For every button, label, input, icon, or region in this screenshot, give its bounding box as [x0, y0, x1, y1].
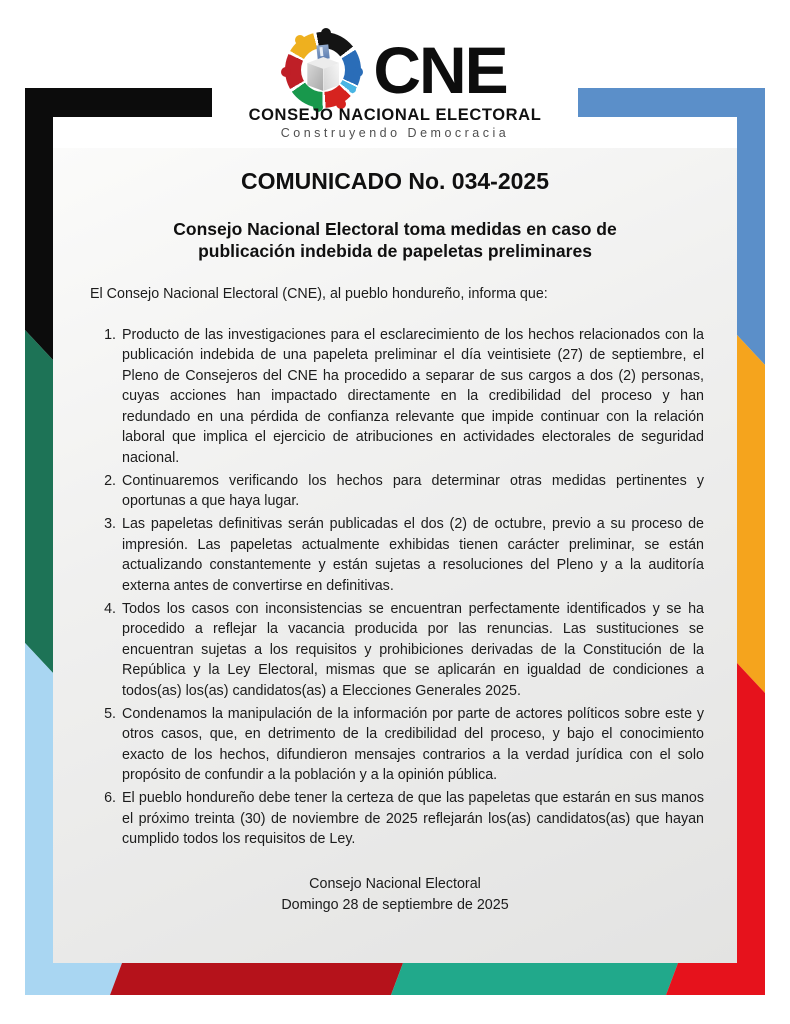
ballot-box-icon [283, 30, 363, 110]
list-item: 3. Las papeletas definitivas serán publicadas el dos (2) de octubre, previo a su proceso de impresión. Las papeletas actualmente exhibidas tienen carácter preliminar, se están actualizando constantemente y están sujetas a resoluciones del Pleno y a la auditoría externa antes de convertirse en definitivas. [120, 514, 704, 596]
frame-left-stripe [25, 88, 53, 995]
communique-sheet [53, 148, 737, 963]
signature-line: Consejo Nacional Electoral [309, 875, 481, 892]
logo-slogan: Construyendo Democracia [280, 126, 510, 140]
date-line: Domingo 28 de septiembre de 2025 [281, 896, 509, 913]
right-stripe-orange-segment [737, 335, 765, 693]
cne-logo [0, 30, 790, 110]
list-item: 2. Continuaremos verificando los hechos para determinar otras medidas pertinentes y oportunas a que haya lugar. [120, 471, 704, 512]
communique-subtitle: Consejo Nacional Electoral toma medidas en caso de publicación indebida de papeletas preliminares [173, 219, 617, 261]
frame-bottom-darkred-bar [110, 963, 403, 995]
communique-title: COMUNICADO No. 034-2025 [240, 168, 550, 194]
logo-org-name: CONSEJO NACIONAL ELECTORAL [248, 106, 542, 124]
communique-footer [53, 874, 737, 916]
logo-acronym: CNE [373, 32, 507, 107]
right-stripe-red-segment [737, 663, 765, 995]
communique-list [96, 325, 704, 850]
frame-bottom-right-red-bar [666, 963, 765, 995]
frame-right-stripe [737, 88, 765, 995]
left-stripe-lightblue-segment [25, 643, 53, 995]
list-item: 1. Producto de las investigaciones para el esclarecimiento de los hechos relacionados con la publicación indebida de una papeleta preliminar el día veintisiete (27) de septiembre, el Pleno de Consejeros del CNE ha procedido a separar de sus cargos a dos (2) personas, cuyas acciones han impactado directamente en la credibilidad del proceso y han redundado en una pérdida de confianza relevante que impide continuar con la relación laboral que implica el ejercicio de atribuciones en actividades electorales de seguridad nacional. [120, 325, 704, 469]
communique-intro: El Consejo Nacional Electoral (CNE), al pueblo hondureño, informa que: [90, 286, 548, 302]
logo-dot-lightblue [349, 86, 356, 93]
logo-dot-blue [353, 67, 363, 77]
list-item: 5. Condenamos la manipulación de la información por parte de actores políticos sobre este y otros casos, que, en detrimento de la credibilidad del proceso, y bajo el conocimiento exacto de los hechos, difundieron mensajes contrarios a la verdad jurídica con el solo propósito de confundir a la población y a la opinión pública. [120, 704, 704, 786]
left-stripe-green-segment [25, 330, 53, 673]
frame-bottom-lightblue-bar [25, 963, 122, 995]
list-item: 6. El pueblo hondureño debe tener la certeza de que las papeletas que estarán en sus manos el próximo treinta (30) de noviembre de 2025 reflejarán los(as) candidatos(as) que hayan cumplido todos los requisitos de Ley. [120, 788, 704, 850]
list-item: 4. Todos los casos con inconsistencias se encuentran perfectamente identificados y se ha procedido a reflejar la vacancia producida por las renuncias. Las sustituciones se encuentran sujetas a los requisitos y prohibiciones derivadas de la Constitución de la República y la Ley Electoral, mismas que se aplicarán en igualdad de condiciones a todos(as) los(as) candidatos(as) a Elecciones Generales 2025. [120, 599, 704, 702]
frame-bottom-teal-bar [391, 963, 678, 995]
